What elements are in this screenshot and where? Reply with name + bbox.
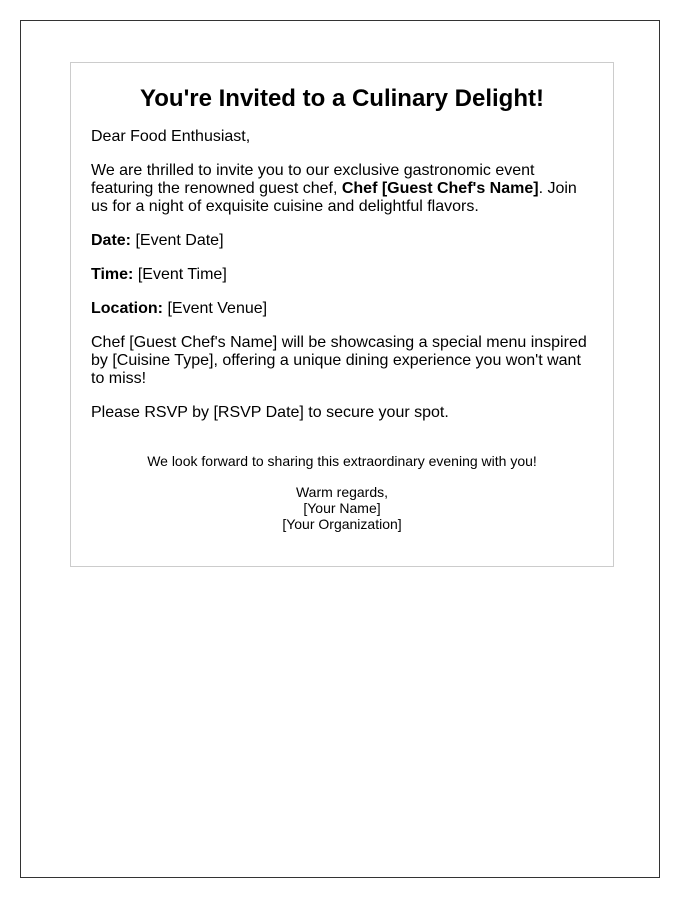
menu-paragraph: Chef [Guest Chef's Name] will be showcasing a special menu inspired by [Cuisine Type], offering a unique dining experience you won't want to miss!	[91, 334, 587, 387]
event-location	[91, 300, 593, 318]
intro-text-after: . Join us for a night of exquisite cuisine and delightful flavors.	[91, 180, 577, 215]
invitation-title: You're Invited to a Culinary Delight!	[140, 85, 544, 112]
location-label: Location:	[91, 300, 163, 317]
location-value: [Event Venue]	[163, 300, 268, 317]
guest-chef-name: Chef [Guest Chef's Name]	[341, 180, 539, 197]
page-frame	[20, 20, 660, 878]
signature-block	[91, 484, 593, 532]
intro-paragraph	[91, 162, 593, 216]
regards-text: Warm regards,	[295, 484, 389, 500]
event-time	[91, 266, 593, 284]
closing-footer	[91, 453, 593, 532]
time-label: Time:	[91, 266, 134, 283]
rsvp-paragraph: Please RSVP by [RSVP Date] to secure your spot.	[91, 404, 449, 421]
sender-name: [Your Name]	[303, 500, 381, 516]
time-value: [Event Time]	[133, 266, 227, 283]
greeting: Dear Food Enthusiast,	[91, 128, 251, 145]
event-date	[91, 232, 593, 250]
date-value: [Event Date]	[131, 232, 224, 249]
intro-text-before: We are thrilled to invite you to our exclusive gastronomic event featuring the renowned guest chef,	[91, 162, 535, 197]
closing-line: We look forward to sharing this extraordinary evening with you!	[147, 453, 537, 469]
sender-organization: [Your Organization]	[282, 516, 402, 532]
invitation-card	[70, 62, 614, 567]
date-label: Date:	[91, 232, 132, 249]
